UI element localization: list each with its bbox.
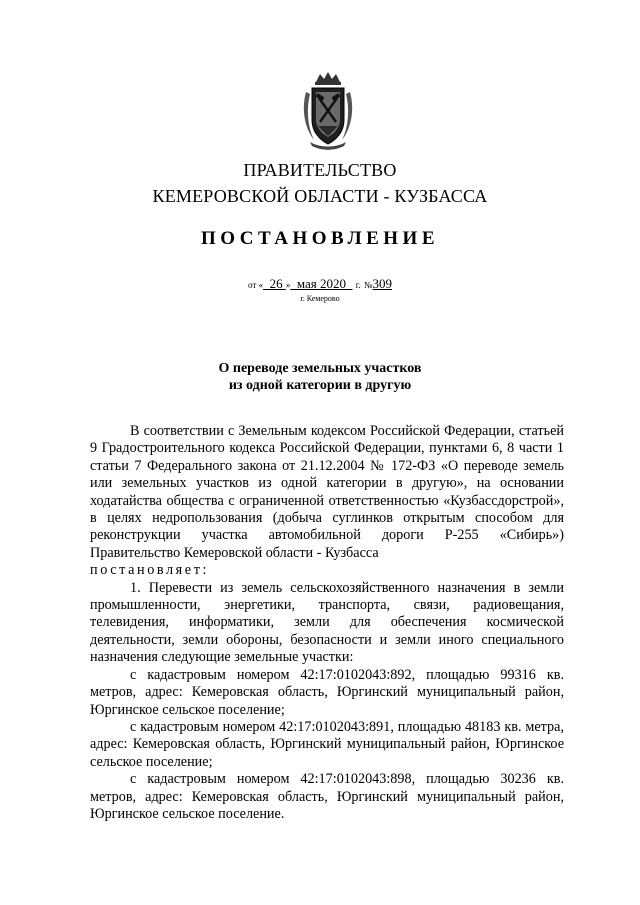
parcel-item: с кадастровым номером 42:17:0102043:898, площадью 30236 кв. метров, адрес: Кемеровская область, Юргинский муниципальный район, Юргинское сельское поселение. xyxy=(90,771,564,822)
date-number-line xyxy=(0,276,640,292)
date-mid: » xyxy=(285,280,291,290)
date-day: 26 xyxy=(269,276,283,291)
resolves-line: постановляет: xyxy=(90,562,210,579)
document-title xyxy=(0,360,640,394)
title-line2: из одной категории в другую xyxy=(228,378,412,393)
intro-paragraph: В соответствии с Земельным кодексом Российской Федерации, статьей 9 Градостроительного кодекса Российской Федерации, пунктами 6, 8 части 1 статьи 7 Федерального закона от 21.12.2004 № 172-ФЗ «О переводе земель или земельных участков из одной категории в другую», на основании ходатайства общества с ограниченной ответственностью «Кузбассдорстрой», в целях недропользования (добыча суглинков открытым способом для реконструкции участка автомобильной дороги Р-255 «Сибирь») Правительство Кемеровской области - Кузбасса xyxy=(90,423,564,561)
title-line1: О переводе земельных участков xyxy=(218,361,422,376)
government-name-line1: ПРАВИТЕЛЬСТВО xyxy=(243,160,397,180)
document-number: 309 xyxy=(372,276,392,291)
date-month-year: мая 2020 xyxy=(296,276,346,291)
government-name-line2: КЕМЕРОВСКОЙ ОБЛАСТИ - КУЗБАССА xyxy=(152,186,488,206)
city-name: г. Кемерово xyxy=(300,294,340,303)
date-prefix: от « xyxy=(248,280,264,290)
parcel-item: с кадастровым номером 42:17:0102043:891, площадью 48183 кв. метра, адрес: Кемеровская область, Юргинский муниципальный район, Юргинское сельское поселение; xyxy=(90,718,564,770)
kemerovo-coat-of-arms-icon xyxy=(298,70,358,152)
number-label: № xyxy=(363,280,373,290)
parcel-item: с кадастровым номером 42:17:0102043:892, площадью 99316 кв. метров, адрес: Кемеровская область, Юргинский муниципальный район, Юргинское сельское поселение; xyxy=(90,666,564,718)
point-1-paragraph: 1. Перевести из земель сельскохозяйственного назначения в земли промышленности, энергетики, транспорта, связи, радиовещания, телевидения, информатики, земли для обеспечения космической деятельности, земли обороны, безопасности и земли иного специального назначения следующие земельные участки: xyxy=(90,579,564,666)
document-body xyxy=(90,423,564,823)
date-year-suffix: г. xyxy=(355,280,361,290)
document-type-heading: ПОСТАНОВЛЕНИЕ xyxy=(200,228,440,249)
